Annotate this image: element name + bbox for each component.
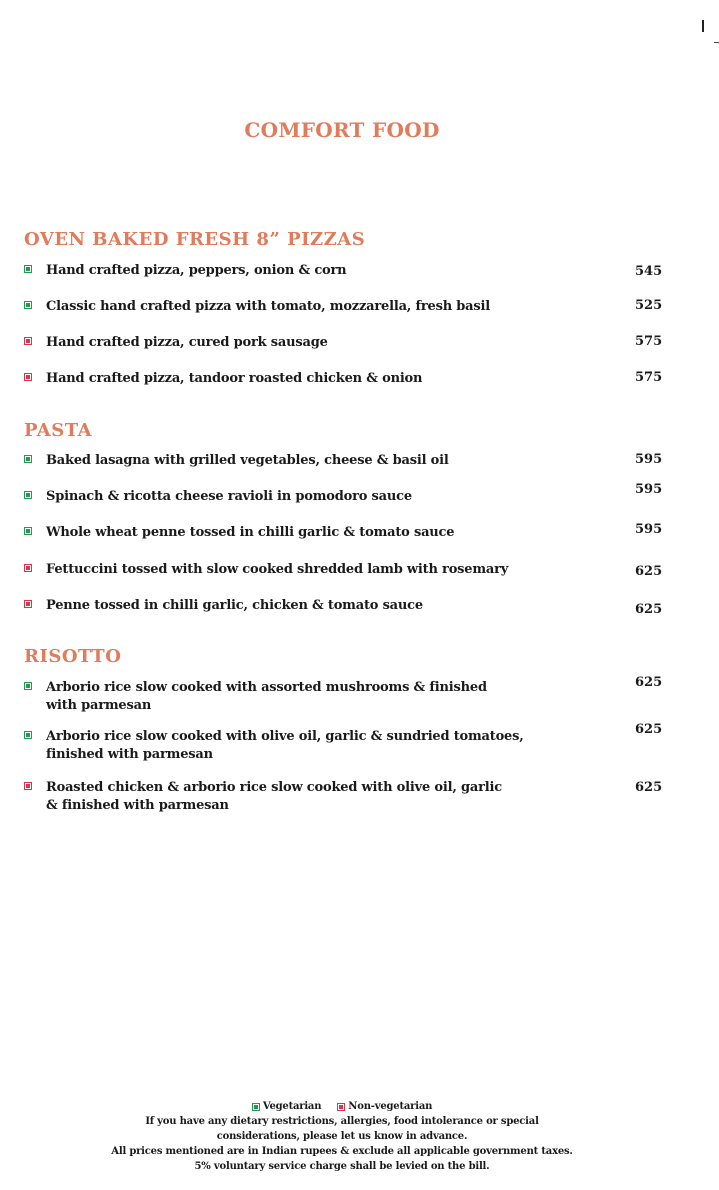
veg-icon: [24, 731, 32, 739]
item-name: Hand crafted pizza, peppers, onion & corn: [46, 263, 347, 278]
diet-legend: [100, 1099, 584, 1114]
section-heading-pasta: PASTA: [24, 420, 93, 441]
item-price: 575: [635, 334, 663, 349]
nonveg-icon: [24, 337, 32, 345]
item-price: 595: [635, 482, 663, 497]
nonveg-icon: [24, 600, 32, 608]
item-name: Hand crafted pizza, cured pork sausage: [46, 335, 328, 350]
section-heading-risotto: RISOTTO: [24, 646, 122, 667]
scrollbar-mark: [702, 20, 704, 32]
nonveg-icon: [24, 373, 32, 381]
page-title: COMFORT FOOD: [244, 118, 440, 142]
veg-icon: [24, 265, 32, 273]
veg-icon: [24, 491, 32, 499]
item-price: 625: [635, 675, 663, 690]
item-price: 625: [635, 780, 663, 795]
nonveg-icon: [24, 782, 32, 790]
legend-veg-label: Vegetarian: [262, 1101, 322, 1112]
item-name: Arborio rice slow cooked with assorted mushrooms & finished with parmesan: [46, 680, 487, 713]
legend-veg: [252, 1099, 321, 1114]
item-name: Whole wheat penne tossed in chilli garlic & tomato sauce: [46, 525, 455, 540]
nonveg-icon: [337, 1103, 345, 1111]
section-heading-pizzas: OVEN BAKED FRESH 8” PIZZAS: [24, 229, 366, 250]
item-name: Fettuccini tossed with slow cooked shredded lamb with rosemary: [46, 562, 509, 577]
item-price: 595: [635, 452, 663, 467]
item-price: 595: [635, 522, 663, 537]
item-name: Arborio rice slow cooked with olive oil, garlic & sundried tomatoes, finished with parmesan: [46, 729, 524, 762]
item-name: Classic hand crafted pizza with tomato, mozzarella, fresh basil: [46, 299, 490, 314]
veg-icon: [24, 301, 32, 309]
footer-notes: [100, 1099, 584, 1174]
legend-nonveg: [337, 1099, 432, 1114]
nonveg-icon: [24, 564, 32, 572]
footer-line: If you have any dietary restrictions, allergies, food intolerance or special: [145, 1116, 539, 1127]
item-price: 525: [635, 298, 663, 313]
item-price: 625: [635, 564, 663, 579]
item-name: Hand crafted pizza, tandoor roasted chicken & onion: [46, 371, 423, 386]
item-price: 625: [635, 602, 663, 617]
veg-icon: [24, 527, 32, 535]
item-name: Baked lasagna with grilled vegetables, cheese & basil oil: [46, 453, 449, 468]
footer-line: 5% voluntary service charge shall be levied on the bill.: [194, 1161, 490, 1172]
item-name: Spinach & ricotta cheese ravioli in pomodoro sauce: [46, 489, 412, 504]
item-price: 625: [635, 722, 663, 737]
footer-line: All prices mentioned are in Indian rupees & exclude all applicable government taxes.: [111, 1146, 573, 1157]
footer-line: considerations, please let us know in advance.: [216, 1131, 468, 1142]
veg-icon: [24, 455, 32, 463]
item-name: Roasted chicken & arborio rice slow cooked with olive oil, garlic & finished with parmesan: [46, 780, 502, 813]
legend-nonveg-label: Non-vegetarian: [348, 1101, 433, 1112]
item-price: 545: [635, 264, 663, 279]
item-price: 575: [635, 370, 663, 385]
veg-icon: [24, 682, 32, 690]
scrollbar-mark-small: [714, 42, 719, 43]
item-name: Penne tossed in chilli garlic, chicken & tomato sauce: [46, 598, 423, 613]
veg-icon: [252, 1103, 260, 1111]
